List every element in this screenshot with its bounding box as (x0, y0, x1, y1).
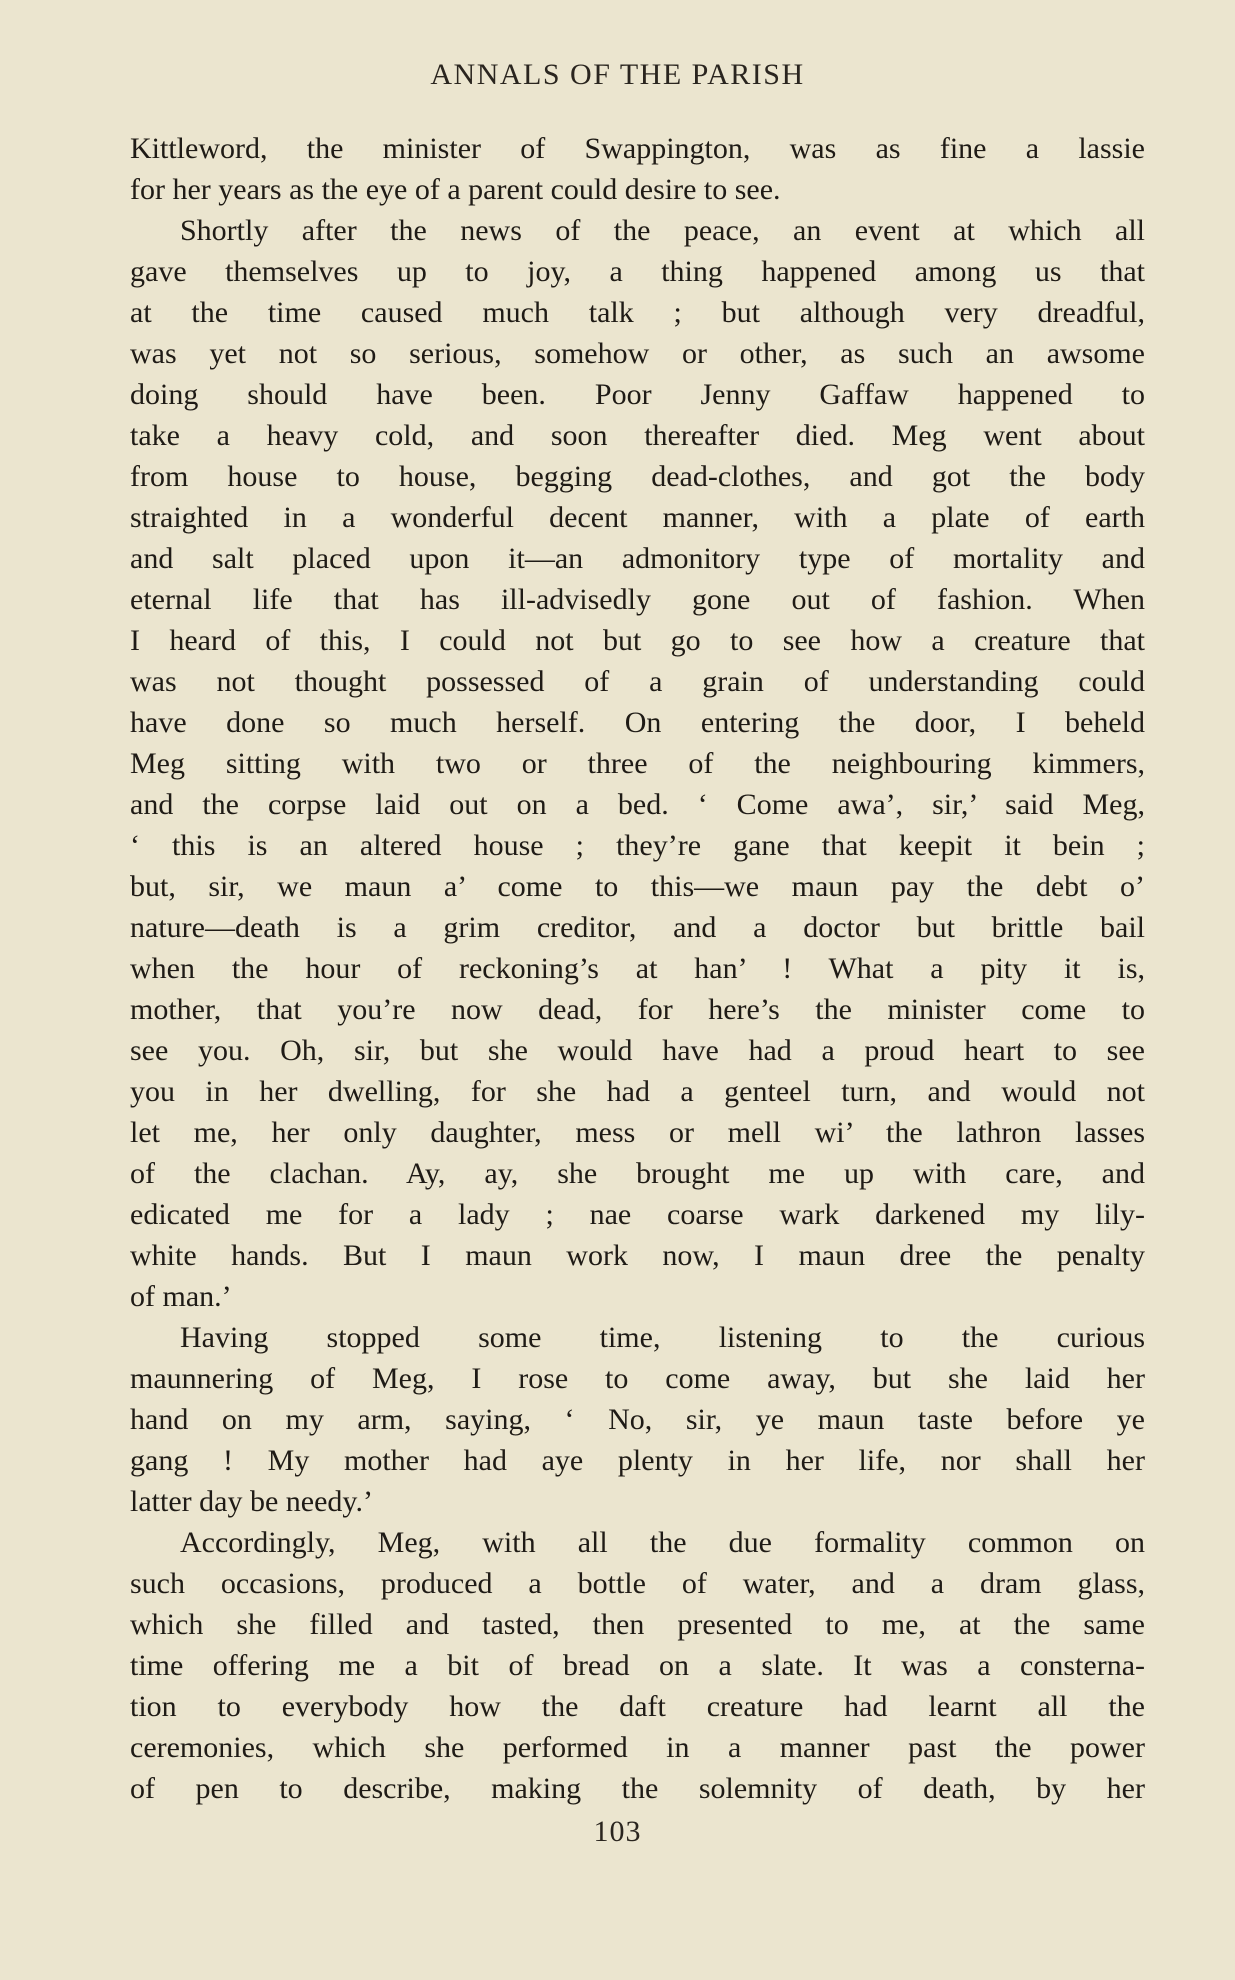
text-line: latter day be needy.’ (130, 1485, 373, 1518)
text-line: Having stopped some time, listening to the curious (180, 1321, 1145, 1354)
text-line: was not thought possessed of a grain of understanding could (130, 665, 1145, 698)
text-line: of man.’ (130, 1280, 232, 1313)
text-line: such occasions, produced a bottle of water, and a dram glass, (130, 1567, 1145, 1600)
text-line: and the corpse laid out on a bed. ‘ Come awa’, sir,’ said Meg, (130, 788, 1145, 821)
text-line: straighted in a wonderful decent manner, with a plate of earth (130, 501, 1145, 534)
text-line: nature—death is a grim creditor, and a doctor but brittle bail (130, 911, 1145, 944)
text-line: gang ! My mother had aye plenty in her life, nor shall her (130, 1444, 1145, 1477)
body-text (130, 128, 1145, 1809)
text-line: eternal life that has ill-advisedly gone out of fashion. When (130, 583, 1145, 616)
text-line: and salt placed upon it—an admonitory type of mortality and (130, 542, 1145, 575)
text-line: white hands. But I maun work now, I maun dree the penalty (130, 1239, 1145, 1272)
text-line: Meg sitting with two or three of the neighbouring kimmers, (130, 747, 1145, 780)
text-line: edicated me for a lady ; nae coarse wark darkened my lily- (130, 1198, 1145, 1231)
text-line: you in her dwelling, for she had a genteel turn, and would not (130, 1075, 1145, 1108)
text-line: I heard of this, I could not but go to see how a creature that (130, 624, 1145, 657)
running-head: ANNALS OF THE PARISH (430, 58, 805, 91)
text-line: ‘ this is an altered house ; they’re gane that keepit it bein ; (130, 829, 1145, 862)
text-line: gave themselves up to joy, a thing happened among us that (130, 255, 1145, 288)
text-line: ceremonies, which she performed in a manner past the power (130, 1731, 1145, 1764)
text-line: of pen to describe, making the solemnity of death, by her (130, 1772, 1145, 1805)
text-line: hand on my arm, saying, ‘ No, sir, ye maun taste before ye (130, 1403, 1145, 1436)
text-line: doing should have been. Poor Jenny Gaffaw happened to (130, 378, 1145, 411)
text-line: when the hour of reckoning’s at han’ ! What a pity it is, (130, 952, 1145, 985)
text-line: maunnering of Meg, I rose to come away, but she laid her (130, 1362, 1145, 1395)
text-line: Kittleword, the minister of Swappington, was as fine a lassie (130, 132, 1145, 165)
text-line: take a heavy cold, and soon thereafter died. Meg went about (130, 419, 1145, 452)
text-line: Shortly after the news of the peace, an event at which all (180, 214, 1145, 247)
text-line: Accordingly, Meg, with all the due formality common on (180, 1526, 1145, 1559)
page-number: 103 (593, 1815, 642, 1848)
text-line: of the clachan. Ay, ay, she brought me up with care, and (130, 1157, 1145, 1190)
text-line: mother, that you’re now dead, for here’s the minister come to (130, 993, 1145, 1026)
text-line: time offering me a bit of bread on a slate. It was a consterna- (130, 1649, 1145, 1682)
text-line: which she filled and tasted, then presented to me, at the same (130, 1608, 1145, 1641)
text-line: at the time caused much talk ; but although very dreadful, (130, 296, 1145, 329)
text-line: was yet not so serious, somehow or other, as such an awsome (130, 337, 1145, 370)
text-line: have done so much herself. On entering the door, I beheld (130, 706, 1145, 739)
text-line: let me, her only daughter, mess or mell wi’ the lathron lasses (130, 1116, 1145, 1149)
text-line: from house to house, begging dead-clothes, and got the body (130, 460, 1145, 493)
text-line: but, sir, we maun a’ come to this—we maun pay the debt o’ (130, 870, 1145, 903)
text-line: see you. Oh, sir, but she would have had a proud heart to see (130, 1034, 1145, 1067)
text-line: for her years as the eye of a parent could desire to see. (130, 173, 781, 206)
text-line: tion to everybody how the daft creature had learnt all the (130, 1690, 1145, 1723)
